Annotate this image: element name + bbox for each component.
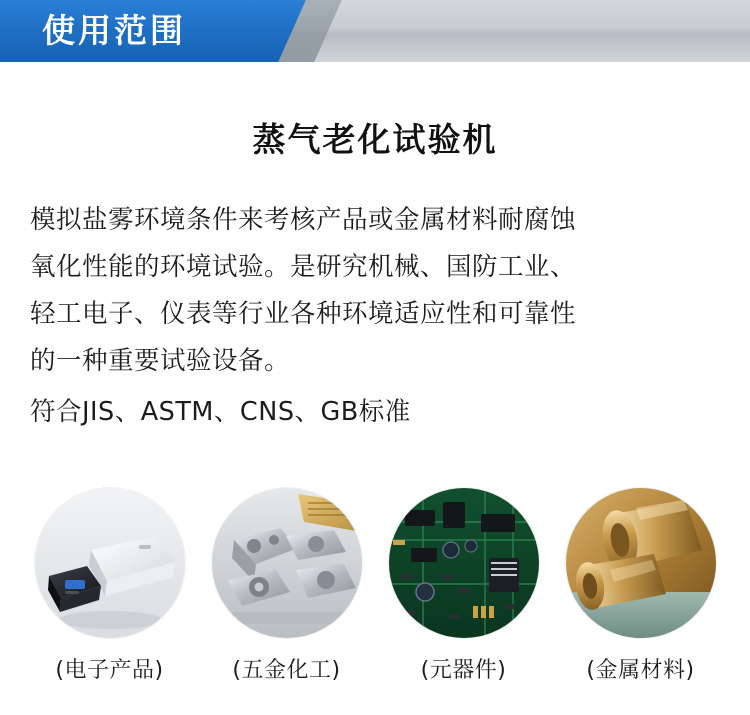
description-line: 轻工电子、仪表等行业各种环境适应性和可靠性 (30, 299, 577, 329)
pcb-photo (389, 488, 539, 638)
gallery-caption: (电子产品) (55, 658, 164, 683)
gallery-item (384, 488, 544, 684)
page-title: 蒸气老化试验机 (252, 120, 498, 159)
gallery-caption: (元器件) (420, 658, 507, 683)
product-description (30, 197, 720, 385)
electronics-photo (35, 488, 185, 638)
metal-foil-photo (566, 488, 716, 638)
banner-title: 使用范围 (42, 11, 186, 50)
hardware-photo (212, 488, 362, 638)
application-gallery (0, 488, 750, 684)
content-area (0, 114, 750, 684)
gallery-caption: (五金化工) (232, 658, 341, 683)
description-line: 模拟盐雾环境条件来考核产品或金属材料耐腐蚀 (30, 205, 577, 235)
description-line: 的一种重要试验设备。 (30, 346, 291, 376)
gallery-item (30, 488, 190, 684)
gallery-item (207, 488, 367, 684)
gallery-caption: (金属材料) (586, 658, 695, 683)
description-line: 氧化性能的环境试验。是研究机械、国防工业、 (30, 252, 577, 282)
standards-line: 符合JIS、ASTM、CNS、GB标准 (30, 397, 411, 427)
gallery-item (561, 488, 721, 684)
page-header-banner (0, 0, 750, 62)
